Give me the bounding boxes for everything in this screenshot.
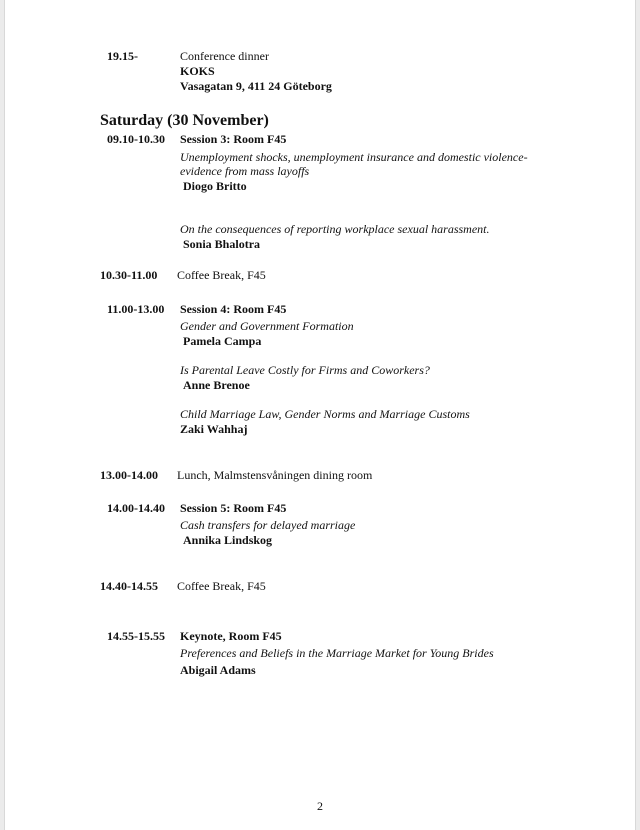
document-page bbox=[4, 0, 636, 830]
break2-label: Coffee Break, F45 bbox=[177, 579, 266, 593]
session3-paper1-author: Diogo Britto bbox=[183, 179, 247, 193]
day-heading: Saturday (30 November) bbox=[100, 112, 269, 129]
dinner-title: Conference dinner bbox=[180, 49, 269, 63]
dinner-venue: KOKS bbox=[180, 64, 215, 78]
session5-title: Session 5: Room F45 bbox=[180, 501, 287, 515]
session3-paper2-title: On the consequences of reporting workplace sexual harassment. bbox=[180, 222, 490, 236]
keynote-title: Keynote, Room F45 bbox=[180, 629, 282, 643]
session3-paper1-title-line1: Unemployment shocks, unemployment insurance and domestic violence- bbox=[180, 150, 528, 164]
session4-paper1-author: Pamela Campa bbox=[183, 334, 262, 348]
lunch-label: Lunch, Malmstensvåningen dining room bbox=[177, 468, 373, 482]
session4-paper3-author: Zaki Wahhaj bbox=[180, 422, 248, 436]
session4-paper1-title: Gender and Government Formation bbox=[180, 319, 354, 333]
dinner-address: Vasagatan 9, 411 24 Göteborg bbox=[180, 79, 332, 93]
page-number: 2 bbox=[317, 799, 323, 813]
keynote-time: 14.55-15.55 bbox=[107, 629, 165, 643]
session5-paper1-title: Cash transfers for delayed marriage bbox=[180, 518, 356, 532]
session4-paper2-title: Is Parental Leave Costly for Firms and Coworkers? bbox=[180, 363, 430, 377]
break1-label: Coffee Break, F45 bbox=[177, 268, 266, 282]
break1-time: 10.30-11.00 bbox=[100, 268, 158, 282]
session3-time: 09.10-10.30 bbox=[107, 132, 165, 146]
keynote-paper-title: Preferences and Beliefs in the Marriage Market for Young Brides bbox=[180, 646, 494, 660]
lunch-time: 13.00-14.00 bbox=[100, 468, 158, 482]
break2-time: 14.40-14.55 bbox=[100, 579, 158, 593]
session4-paper3-title: Child Marriage Law, Gender Norms and Marriage Customs bbox=[180, 407, 470, 421]
keynote-author: Abigail Adams bbox=[180, 663, 256, 677]
session5-paper1-author: Annika Lindskog bbox=[183, 533, 273, 547]
session4-time: 11.00-13.00 bbox=[107, 302, 165, 316]
session4-title: Session 4: Room F45 bbox=[180, 302, 287, 316]
session3-paper2-author: Sonia Bhalotra bbox=[183, 237, 261, 251]
session4-paper2-author: Anne Brenoe bbox=[183, 378, 250, 392]
session5-time: 14.00-14.40 bbox=[107, 501, 165, 515]
dinner-time: 19.15- bbox=[107, 49, 138, 63]
session3-paper1-title-line2: evidence from mass layoffs bbox=[180, 164, 310, 178]
session3-title: Session 3: Room F45 bbox=[180, 132, 287, 146]
